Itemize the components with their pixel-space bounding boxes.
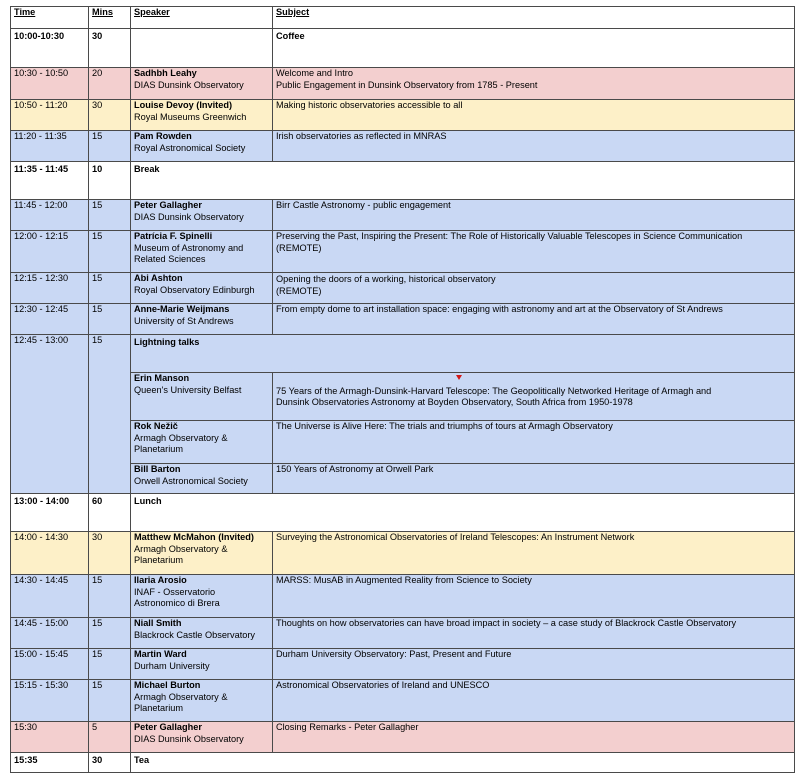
speaker-cell <box>131 231 273 273</box>
subject-cell: Closing Remarks - Peter Gallagher <box>273 722 795 753</box>
speaker-name: Matthew McMahon (Invited) <box>134 532 254 542</box>
speaker-affiliation: Armagh Observatory & Planetarium <box>134 691 228 713</box>
time-cell: 10:00-10:30 <box>11 29 89 68</box>
speaker-name: Patrícia F. Spinelli <box>134 231 213 241</box>
speaker-affiliation: INAF - Osservatorio Astronomico di Brera <box>134 586 220 608</box>
mins-cell: 30 <box>89 753 131 773</box>
speaker-cell <box>131 532 273 575</box>
speaker-cell <box>131 618 273 649</box>
speaker-cell <box>131 100 273 131</box>
header-subject: Subject <box>273 7 795 29</box>
subject-cell: Irish observatories as reflected in MNRAS <box>273 131 795 162</box>
tea-label: Tea <box>131 753 795 773</box>
table-row <box>11 680 795 722</box>
speaker-cell <box>131 29 273 68</box>
mins-cell: 10 <box>89 162 131 200</box>
speaker-affiliation: Armagh Observatory & Planetarium <box>134 432 228 454</box>
speaker-name: Rok Nežič <box>134 421 178 431</box>
time-cell: 12:15 - 12:30 <box>11 273 89 304</box>
subject-cell: Making historic observatories accessible to all <box>273 100 795 131</box>
speaker-name: Niall Smith <box>134 618 182 628</box>
speaker-cell <box>131 421 273 464</box>
speaker-cell <box>131 680 273 722</box>
speaker-name: Ilaria Arosio <box>134 575 187 585</box>
speaker-affiliation: Armagh Observatory & Planetarium <box>134 543 228 565</box>
mins-cell: 15 <box>89 649 131 680</box>
subject-cell: 150 Years of Astronomy at Orwell Park <box>273 464 795 494</box>
speaker-cell <box>131 722 273 753</box>
mins-cell: 15 <box>89 273 131 304</box>
mins-cell: 15 <box>89 618 131 649</box>
speaker-affiliation: Blackrock Castle Observatory <box>134 629 256 640</box>
subject-cell: From empty dome to art installation space: engaging with astronomy and art at the Observatory of St Andrews <box>273 304 795 335</box>
time-cell: 13:00 - 14:00 <box>11 494 89 532</box>
table-row <box>11 618 795 649</box>
speaker-name: Martin Ward <box>134 649 187 659</box>
subject-cell: The Universe is Alive Here: The trials and triumphs of tours at Armagh Observatory <box>273 421 795 464</box>
speaker-cell <box>131 304 273 335</box>
time-cell: 15:35 <box>11 753 89 773</box>
table-row <box>11 532 795 575</box>
mins-cell: 15 <box>89 131 131 162</box>
speaker-affiliation: DIAS Dunsink Observatory <box>134 733 244 744</box>
speaker-name: Louise Devoy (Invited) <box>134 100 233 110</box>
speaker-affiliation: University of St Andrews <box>134 315 234 326</box>
subject-cell: Opening the doors of a working, historical observatory (REMOTE) <box>273 273 795 304</box>
time-cell: 15:15 - 15:30 <box>11 680 89 722</box>
table-row <box>11 29 795 68</box>
speaker-affiliation: DIAS Dunsink Observatory <box>134 79 244 90</box>
lightning-talks-label: Lightning talks <box>131 335 795 373</box>
subject-cell: Welcome and Intro Public Engagement in Dunsink Observatory from 1785 - Present <box>273 68 795 100</box>
time-cell: 15:30 <box>11 722 89 753</box>
speaker-cell <box>131 649 273 680</box>
time-cell: 10:30 - 10:50 <box>11 68 89 100</box>
time-cell: 14:45 - 15:00 <box>11 618 89 649</box>
header-mins: Mins <box>89 7 131 29</box>
speaker-name: Bill Barton <box>134 464 181 474</box>
mins-cell: 5 <box>89 722 131 753</box>
comment-marker-icon <box>456 375 462 380</box>
table-row <box>11 200 795 231</box>
mins-cell: 15 <box>89 200 131 231</box>
mins-cell: 30 <box>89 29 131 68</box>
time-cell: 11:45 - 12:00 <box>11 200 89 231</box>
time-cell: 12:30 - 12:45 <box>11 304 89 335</box>
table-row <box>11 100 795 131</box>
mins-cell: 15 <box>89 304 131 335</box>
speaker-cell <box>131 273 273 304</box>
time-cell: 12:00 - 12:15 <box>11 231 89 273</box>
mins-cell: 60 <box>89 494 131 532</box>
speaker-affiliation: DIAS Dunsink Observatory <box>134 211 244 222</box>
speaker-affiliation: Royal Astronomical Society <box>134 142 246 153</box>
speaker-name: Peter Gallagher <box>134 722 202 732</box>
time-cell: 10:50 - 11:20 <box>11 100 89 131</box>
subject-cell: Surveying the Astronomical Observatories of Ireland Telescopes: An Instrument Network <box>273 532 795 575</box>
table-row <box>11 68 795 100</box>
header-time: Time <box>11 7 89 29</box>
subject-text: 75 Years of the Armagh-Dunsink-Harvard Telescope: The Geopolitically Networked Heritage of Armagh and Dunsink Observatories Astronomy at Boyden Observatory, South Africa from 1950-1978 <box>276 385 712 407</box>
break-label: Break <box>131 162 795 200</box>
mins-cell: 30 <box>89 100 131 131</box>
time-cell: 11:20 - 11:35 <box>11 131 89 162</box>
subject-cell: MARSS: MusAB in Augmented Reality from Science to Society <box>273 575 795 618</box>
table-row <box>11 494 795 532</box>
header-row <box>11 7 795 29</box>
time-cell: 15:00 - 15:45 <box>11 649 89 680</box>
table-row <box>11 335 795 373</box>
table-row <box>11 304 795 335</box>
table-row <box>11 575 795 618</box>
speaker-cell <box>131 131 273 162</box>
table-row <box>11 231 795 273</box>
table-row <box>11 131 795 162</box>
speaker-cell <box>131 373 273 421</box>
table-row <box>11 722 795 753</box>
time-cell: 14:30 - 14:45 <box>11 575 89 618</box>
speaker-cell <box>131 464 273 494</box>
table-row <box>11 649 795 680</box>
lunch-label: Lunch <box>131 494 795 532</box>
time-cell: 11:35 - 11:45 <box>11 162 89 200</box>
table-row <box>11 273 795 304</box>
time-cell: 12:45 - 13:00 <box>11 335 89 494</box>
mins-cell: 20 <box>89 68 131 100</box>
header-speaker: Speaker <box>131 7 273 29</box>
mins-cell: 15 <box>89 680 131 722</box>
speaker-affiliation: Durham University <box>134 660 210 671</box>
speaker-name: Michael Burton <box>134 680 201 690</box>
subject-cell: Coffee <box>273 29 795 68</box>
subject-cell: Astronomical Observatories of Ireland and UNESCO <box>273 680 795 722</box>
speaker-name: Abi Ashton <box>134 273 183 283</box>
speaker-cell <box>131 68 273 100</box>
schedule-container <box>10 6 795 773</box>
speaker-cell <box>131 200 273 231</box>
speaker-affiliation: Orwell Astronomical Society <box>134 475 248 486</box>
speaker-name: Anne-Marie Weijmans <box>134 304 230 314</box>
schedule-table <box>10 6 795 773</box>
speaker-name: Peter Gallagher <box>134 200 202 210</box>
speaker-name: Sadhbh Leahy <box>134 68 197 78</box>
subject-cell: Preserving the Past, Inspiring the Present: The Role of Historically Valuable Telescopes in Science Communication (REMOTE) <box>273 231 795 273</box>
mins-cell: 15 <box>89 575 131 618</box>
speaker-affiliation: Queen's University Belfast <box>134 384 242 395</box>
speaker-cell <box>131 575 273 618</box>
speaker-affiliation: Museum of Astronomy and Related Sciences <box>134 242 244 264</box>
speaker-affiliation: Royal Museums Greenwich <box>134 111 247 122</box>
subject-cell: Birr Castle Astronomy - public engagement <box>273 200 795 231</box>
subject-cell: Durham University Observatory: Past, Present and Future <box>273 649 795 680</box>
mins-cell: 30 <box>89 532 131 575</box>
speaker-affiliation: Royal Observatory Edinburgh <box>134 284 255 295</box>
mins-cell: 15 <box>89 335 131 494</box>
subject-cell <box>273 373 795 421</box>
mins-cell: 15 <box>89 231 131 273</box>
speaker-name: Pam Rowden <box>134 131 192 141</box>
subject-cell: Thoughts on how observatories can have broad impact in society – a case study of Blackrock Castle Observatory <box>273 618 795 649</box>
time-cell: 14:00 - 14:30 <box>11 532 89 575</box>
speaker-name: Erin Manson <box>134 373 190 383</box>
table-row <box>11 162 795 200</box>
